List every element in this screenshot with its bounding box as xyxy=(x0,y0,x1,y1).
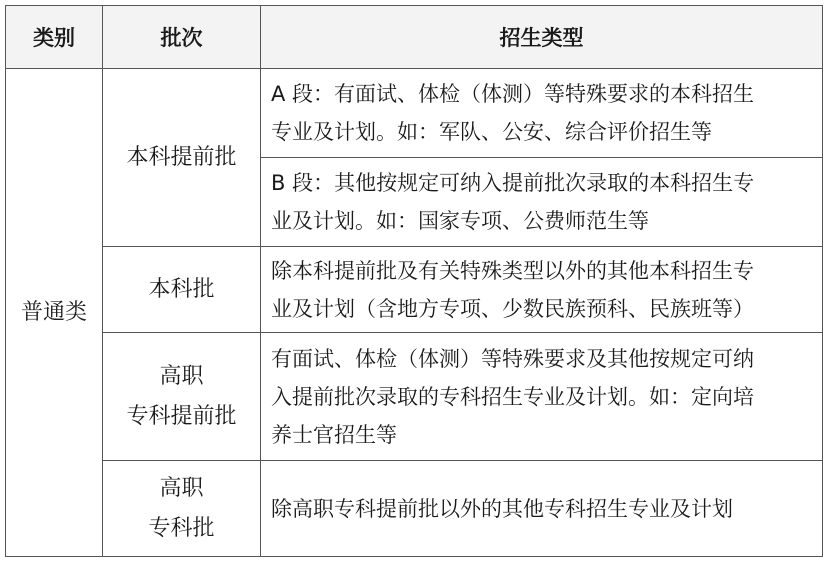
admission-table-container xyxy=(5,5,822,556)
table-row xyxy=(6,247,823,333)
header-batch: 批次 xyxy=(103,6,261,69)
batch-vocational-early xyxy=(103,333,261,461)
desc-line: B 段：其他按规定可纳入提前批次录取的本科招生专 xyxy=(271,171,755,195)
desc-line: 除高职专科提前批以外的其他专科招生专业及计划 xyxy=(271,496,733,521)
category-cell: 普通类 xyxy=(6,69,103,557)
desc-line: 除本科提前批及有关特殊类型以外的其他本科招生专 xyxy=(271,258,754,283)
header-row xyxy=(6,6,823,69)
desc-line: A 段：有面试、体检（体测）等特殊要求的本科招生 xyxy=(271,82,755,106)
desc-line: 有面试、体检（体测）等特殊要求及其他按规定可纳 xyxy=(271,346,754,371)
desc-line: 养士官招生等 xyxy=(271,422,397,447)
batch-undergrad: 本科批 xyxy=(103,247,261,333)
batch-line: 专科批 xyxy=(148,515,215,541)
batch-undergrad-early: 本科提前批 xyxy=(103,69,261,247)
table-row xyxy=(6,69,823,158)
table-row xyxy=(6,461,823,557)
desc-segment-b xyxy=(261,158,823,247)
batch-line: 高职 xyxy=(159,475,204,501)
batch-vocational xyxy=(103,461,261,557)
desc-vocational xyxy=(261,461,823,557)
batch-line: 高职 xyxy=(159,363,204,389)
header-category: 类别 xyxy=(6,6,103,69)
admission-batch-table xyxy=(5,5,823,557)
desc-line: 专业及计划。如：军队、公安、综合评价招生等 xyxy=(271,120,712,144)
desc-line: 业及计划（含地方专项、少数民族预科、民族班等） xyxy=(271,296,754,321)
header-admission-type: 招生类型 xyxy=(261,6,823,69)
desc-line: 业及计划。如：国家专项、公费师范生等 xyxy=(271,209,649,233)
desc-segment-a xyxy=(261,69,823,158)
desc-undergrad xyxy=(261,247,823,333)
batch-line: 专科提前批 xyxy=(126,403,237,429)
table-row xyxy=(6,333,823,461)
desc-line: 入提前批次录取的专科招生专业及计划。如：定向培 xyxy=(271,384,754,409)
desc-vocational-early xyxy=(261,333,823,461)
